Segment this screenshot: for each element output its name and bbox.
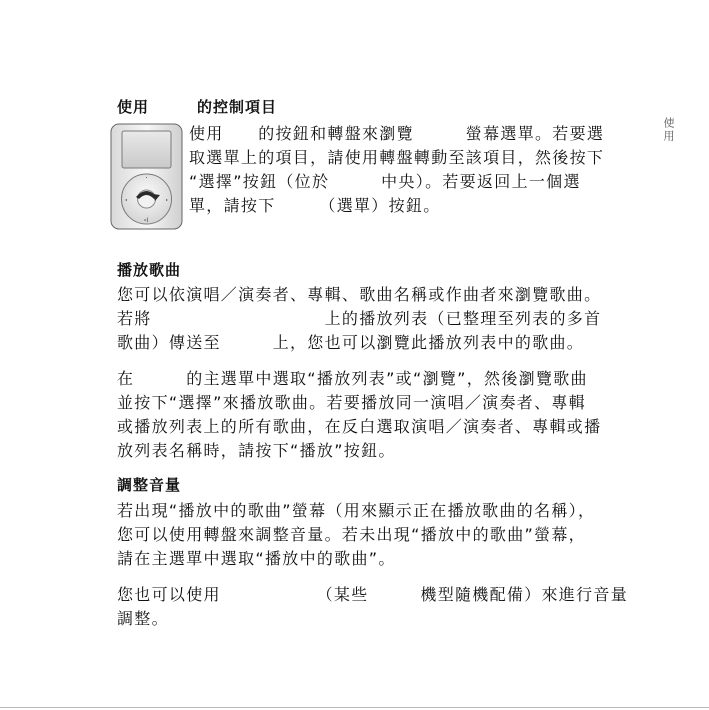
svg-text:◂: ◂ [124, 197, 128, 202]
play-p1-line-3: 歌曲）傳送至 上，您也可以瀏覽此播放列表中的歌曲。 [117, 333, 585, 352]
svg-text:•: • [145, 176, 148, 180]
play-p2-line-3: 或播放列表上的所有歌曲，在反白選取演唱／演奏者、專輯或播 [117, 417, 602, 436]
controls-heading: 使用 的控制項目 [117, 98, 278, 116]
svg-text:▸: ▸ [165, 197, 169, 202]
play-p2-line-2: 並按下“選擇”來播放歌曲。若要播放同一演唱／演奏者、專輯 [117, 393, 586, 412]
volume-p2-line-2: 調整。 [117, 609, 169, 628]
side-tab-label: 使用 [662, 117, 675, 143]
volume-p1-line-3: 請在主選單中選取“播放中的歌曲”。 [117, 549, 396, 568]
svg-text:▸‖: ▸‖ [144, 217, 149, 222]
ipod-illustration [110, 123, 183, 230]
play-p1-line-1: 您可以依演唱／演奏者、專輯、歌曲名稱或作曲者來瀏覽歌曲。 [117, 285, 602, 304]
play-p2-line-4: 放列表名稱時，請按下“播放”按鈕。 [117, 441, 396, 460]
volume-heading: 調整音量 [117, 476, 182, 494]
volume-p1-line-2: 您可以使用轉盤來調整音量。若未出現“播放中的歌曲”螢幕， [117, 525, 586, 544]
play-p1-line-2: 若將 上的播放列表（已整理至列表的多首 [117, 309, 602, 328]
bottom-rule [0, 707, 709, 708]
controls-line-1: 使用 的按鈕和轉盤來瀏覽 螢幕選單。若要選 [189, 124, 605, 143]
play-p2-line-1: 在 的主選單中選取“播放列表”或“瀏覽”，然後瀏覽歌曲 [117, 369, 588, 388]
controls-line-2: 取選單上的項目，請使用轉盤轉動至該項目，然後按下 [189, 148, 605, 167]
volume-p1-line-1: 若出現“播放中的歌曲”螢幕（用來顯示正在播放歌曲的名稱）， [117, 501, 596, 520]
controls-line-3: “選擇”按鈕（位於 中央）。若要返回上一個選 [189, 172, 581, 191]
play-heading: 播放歌曲 [117, 261, 182, 279]
volume-p2-line-1: 您也可以使用 （某些 機型隨機配備）來進行音量 [117, 585, 629, 604]
controls-line-4: 單，請按下 （選單）按鈕。 [189, 196, 441, 215]
